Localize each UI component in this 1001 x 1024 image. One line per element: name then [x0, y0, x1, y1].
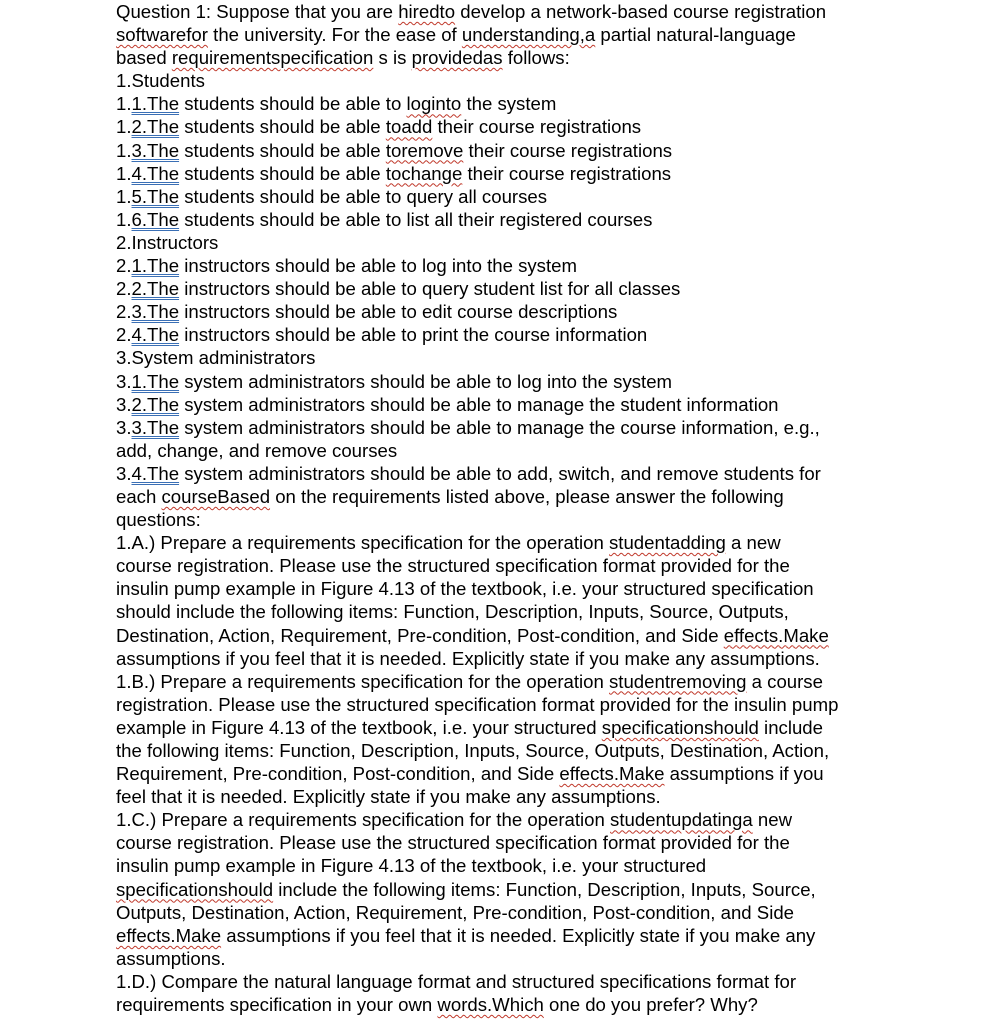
text-line: [116, 185, 996, 208]
text-segment: questions:: [116, 509, 201, 531]
text-segment: 1.: [116, 185, 132, 207]
spellcheck-flagged-word: tochange: [385, 162, 463, 184]
spellcheck-flagged-word: effects.Make: [116, 924, 222, 946]
underlined-item-number: 3.The: [131, 301, 180, 323]
text-segment: 3.: [116, 393, 132, 415]
spellcheck-flagged-word: courseBased: [161, 485, 271, 507]
text-line: [116, 947, 996, 970]
text-segment: students should be able to list all their registered courses: [179, 208, 653, 230]
text-segment: their course registrations: [463, 139, 673, 161]
text-segment: 3.: [116, 462, 132, 484]
text-line: [116, 624, 996, 647]
text-line: [116, 808, 996, 831]
text-line: [116, 762, 996, 785]
text-segment: a course: [746, 670, 823, 692]
text-line: [116, 670, 996, 693]
underlined-item-number: 3.The: [131, 139, 180, 161]
text-line: [116, 0, 996, 23]
text-segment: system administrators should be able to manage the course information, e.g.,: [179, 416, 820, 438]
text-segment: the university. For the ease of: [207, 24, 462, 46]
text-segment: course registration. Please use the structured specification format provided for the: [116, 555, 790, 577]
spellcheck-flagged-word: studentadding: [609, 532, 726, 554]
underlined-item-number: 2.The: [131, 393, 180, 415]
spellcheck-flagged-word: toadd: [385, 116, 433, 138]
text-segment: partial natural-language: [595, 24, 796, 46]
spellcheck-flagged-word: studentupdatinga: [610, 809, 753, 831]
text-line: [116, 115, 996, 138]
underlined-item-number: 1.The: [131, 370, 180, 392]
underlined-item-number: 4.The: [131, 324, 180, 346]
text-line: [116, 854, 996, 877]
text-line: [116, 716, 996, 739]
text-line: [116, 462, 996, 485]
text-segment: feel that it is needed. Explicitly state if you make any assumptions.: [116, 786, 661, 808]
text-segment: one do you prefer? Why?: [543, 994, 758, 1016]
text-segment: students should be able: [179, 162, 386, 184]
text-line: [116, 993, 996, 1016]
text-segment: Outputs, Destination, Action, Requirement, Pre-condition, Post-condition, and Side: [116, 901, 795, 923]
text-line: [116, 46, 996, 69]
text-segment: instructors should be able to edit course descriptions: [179, 301, 618, 323]
spellcheck-flagged-word: understanding,a: [461, 24, 596, 46]
text-line: [116, 739, 996, 762]
text-segment: 1.B.) Prepare a requirements specification for the operation: [116, 670, 609, 692]
text-line: [116, 878, 996, 901]
text-line: [116, 231, 996, 254]
text-line: [116, 69, 996, 92]
text-segment: system administrators should be able to log into the system: [179, 370, 673, 392]
text-segment: 1.: [116, 116, 132, 138]
text-segment: include the following items: Function, Description, Inputs, Source,: [273, 878, 816, 900]
text-segment: instructors should be able to log into the system: [179, 255, 577, 277]
text-segment: include: [758, 716, 823, 738]
spellcheck-flagged-word: providedas: [411, 47, 503, 69]
text-segment: assumptions if you: [664, 763, 824, 785]
text-segment: assumptions.: [116, 947, 226, 969]
text-segment: their course registrations: [432, 116, 642, 138]
text-line: [116, 924, 996, 947]
text-segment: 1.A.) Prepare a requirements specification for the operation: [116, 532, 609, 554]
text-line: [116, 162, 996, 185]
text-segment: each: [116, 485, 162, 507]
text-line: [116, 485, 996, 508]
text-line: [116, 300, 996, 323]
text-line: [116, 785, 996, 808]
text-segment: 1.C.) Prepare a requirements specification for the operation: [116, 809, 611, 831]
text-segment: 2.: [116, 278, 132, 300]
spellcheck-flagged-word: loginto: [406, 93, 462, 115]
text-segment: instructors should be able to query student list for all classes: [179, 278, 681, 300]
text-segment: on the requirements listed above, please answer the following: [270, 485, 784, 507]
spellcheck-flagged-word: effects.Make: [723, 624, 829, 646]
text-segment: course registration. Please use the structured specification format provided for the: [116, 832, 790, 854]
text-segment: 2.: [116, 255, 132, 277]
text-segment: students should be able to: [179, 93, 407, 115]
text-segment: assumptions if you feel that it is needed. Explicitly state if you make any assumptions.: [116, 647, 820, 669]
text-segment: add, change, and remove courses: [116, 439, 398, 461]
text-line: [116, 831, 996, 854]
text-segment: 2.: [116, 301, 132, 323]
text-line: [116, 901, 996, 924]
spellcheck-flagged-word: requirementspecification: [171, 47, 374, 69]
underlined-item-number: 5.The: [131, 185, 180, 207]
text-segment: a new: [725, 532, 781, 554]
text-segment: students should be able: [179, 139, 386, 161]
text-segment: registration. Please use the structured specification format provided for the insulin pump: [116, 693, 839, 715]
underlined-item-number: 4.The: [131, 162, 180, 184]
text-line: [116, 693, 996, 716]
text-line: [116, 370, 996, 393]
text-segment: assumptions if you feel that it is needed. Explicitly state if you make any: [221, 924, 816, 946]
text-line: [116, 577, 996, 600]
text-segment: 3.: [116, 370, 132, 392]
text-segment: requirements specification in your own: [116, 994, 438, 1016]
text-segment: s is: [373, 47, 412, 69]
text-segment: Destination, Action, Requirement, Pre-condition, Post-condition, and Side: [116, 624, 724, 646]
underlined-item-number: 4.The: [131, 462, 180, 484]
text-segment: 1.: [116, 162, 132, 184]
text-segment: 1.: [116, 139, 132, 161]
text-line: [116, 323, 996, 346]
text-segment: follows:: [502, 47, 570, 69]
text-segment: 2.Instructors: [116, 231, 219, 253]
document-text: [116, 0, 996, 1016]
text-segment: 3.System administrators: [116, 347, 316, 369]
text-segment: insulin pump example in Figure 4.13 of the textbook, i.e. your structured specification: [116, 578, 814, 600]
text-line: [116, 439, 996, 462]
underlined-item-number: 2.The: [131, 278, 180, 300]
text-line: [116, 254, 996, 277]
text-segment: insulin pump example in Figure 4.13 of the textbook, i.e. your structured: [116, 855, 707, 877]
text-segment: new: [752, 809, 792, 831]
text-segment: the system: [461, 93, 557, 115]
text-segment: instructors should be able to print the course information: [179, 324, 648, 346]
text-segment: 1.: [116, 208, 132, 230]
spellcheck-flagged-word: specificationshould: [116, 878, 274, 900]
underlined-item-number: 6.The: [131, 208, 180, 230]
text-line: [116, 346, 996, 369]
spellcheck-flagged-word: words.Which: [437, 994, 544, 1016]
underlined-item-number: 1.The: [131, 255, 180, 277]
text-segment: should include the following items: Function, Description, Inputs, Source, Outputs,: [116, 601, 789, 623]
text-segment: develop a network-based course registration: [455, 1, 827, 22]
spellcheck-flagged-word: softwarefor: [116, 24, 208, 46]
spellcheck-flagged-word: effects.Make: [559, 763, 665, 785]
text-line: [116, 139, 996, 162]
text-line: [116, 647, 996, 670]
text-segment: students should be able to query all courses: [179, 185, 548, 207]
text-line: [116, 393, 996, 416]
text-line: [116, 23, 996, 46]
underlined-item-number: 3.The: [131, 416, 180, 438]
text-line: [116, 508, 996, 531]
text-segment: system administrators should be able to manage the student information: [179, 393, 779, 415]
spellcheck-flagged-word: studentremoving: [609, 670, 747, 692]
spellcheck-flagged-word: hiredto: [398, 1, 456, 22]
text-line: [116, 554, 996, 577]
underlined-item-number: 2.The: [131, 116, 180, 138]
underlined-item-number: 1.The: [131, 93, 180, 115]
text-segment: 1.: [116, 93, 132, 115]
text-segment: Requirement, Pre-condition, Post-condition, and Side: [116, 763, 560, 785]
text-line: [116, 92, 996, 115]
text-segment: their course registrations: [462, 162, 672, 184]
text-line: [116, 416, 996, 439]
spellcheck-flagged-word: specificationshould: [601, 716, 759, 738]
text-line: [116, 531, 996, 554]
text-segment: based: [116, 47, 172, 69]
text-segment: 1.D.) Compare the natural language format and structured specifications format for: [116, 970, 797, 992]
text-segment: Question 1: Suppose that you are: [116, 1, 399, 22]
text-line: [116, 208, 996, 231]
spellcheck-flagged-word: toremove: [385, 139, 464, 161]
text-segment: 3.: [116, 416, 132, 438]
text-line: [116, 970, 996, 993]
text-segment: system administrators should be able to add, switch, and remove students for: [179, 462, 821, 484]
text-segment: example in Figure 4.13 of the textbook, i.e. your structured: [116, 716, 602, 738]
text-line: [116, 600, 996, 623]
text-segment: 1.Students: [116, 70, 205, 92]
text-line: [116, 277, 996, 300]
text-segment: 2.: [116, 324, 132, 346]
text-segment: the following items: Function, Description, Inputs, Source, Outputs, Destination, Action,: [116, 740, 830, 761]
text-segment: students should be able: [179, 116, 386, 138]
